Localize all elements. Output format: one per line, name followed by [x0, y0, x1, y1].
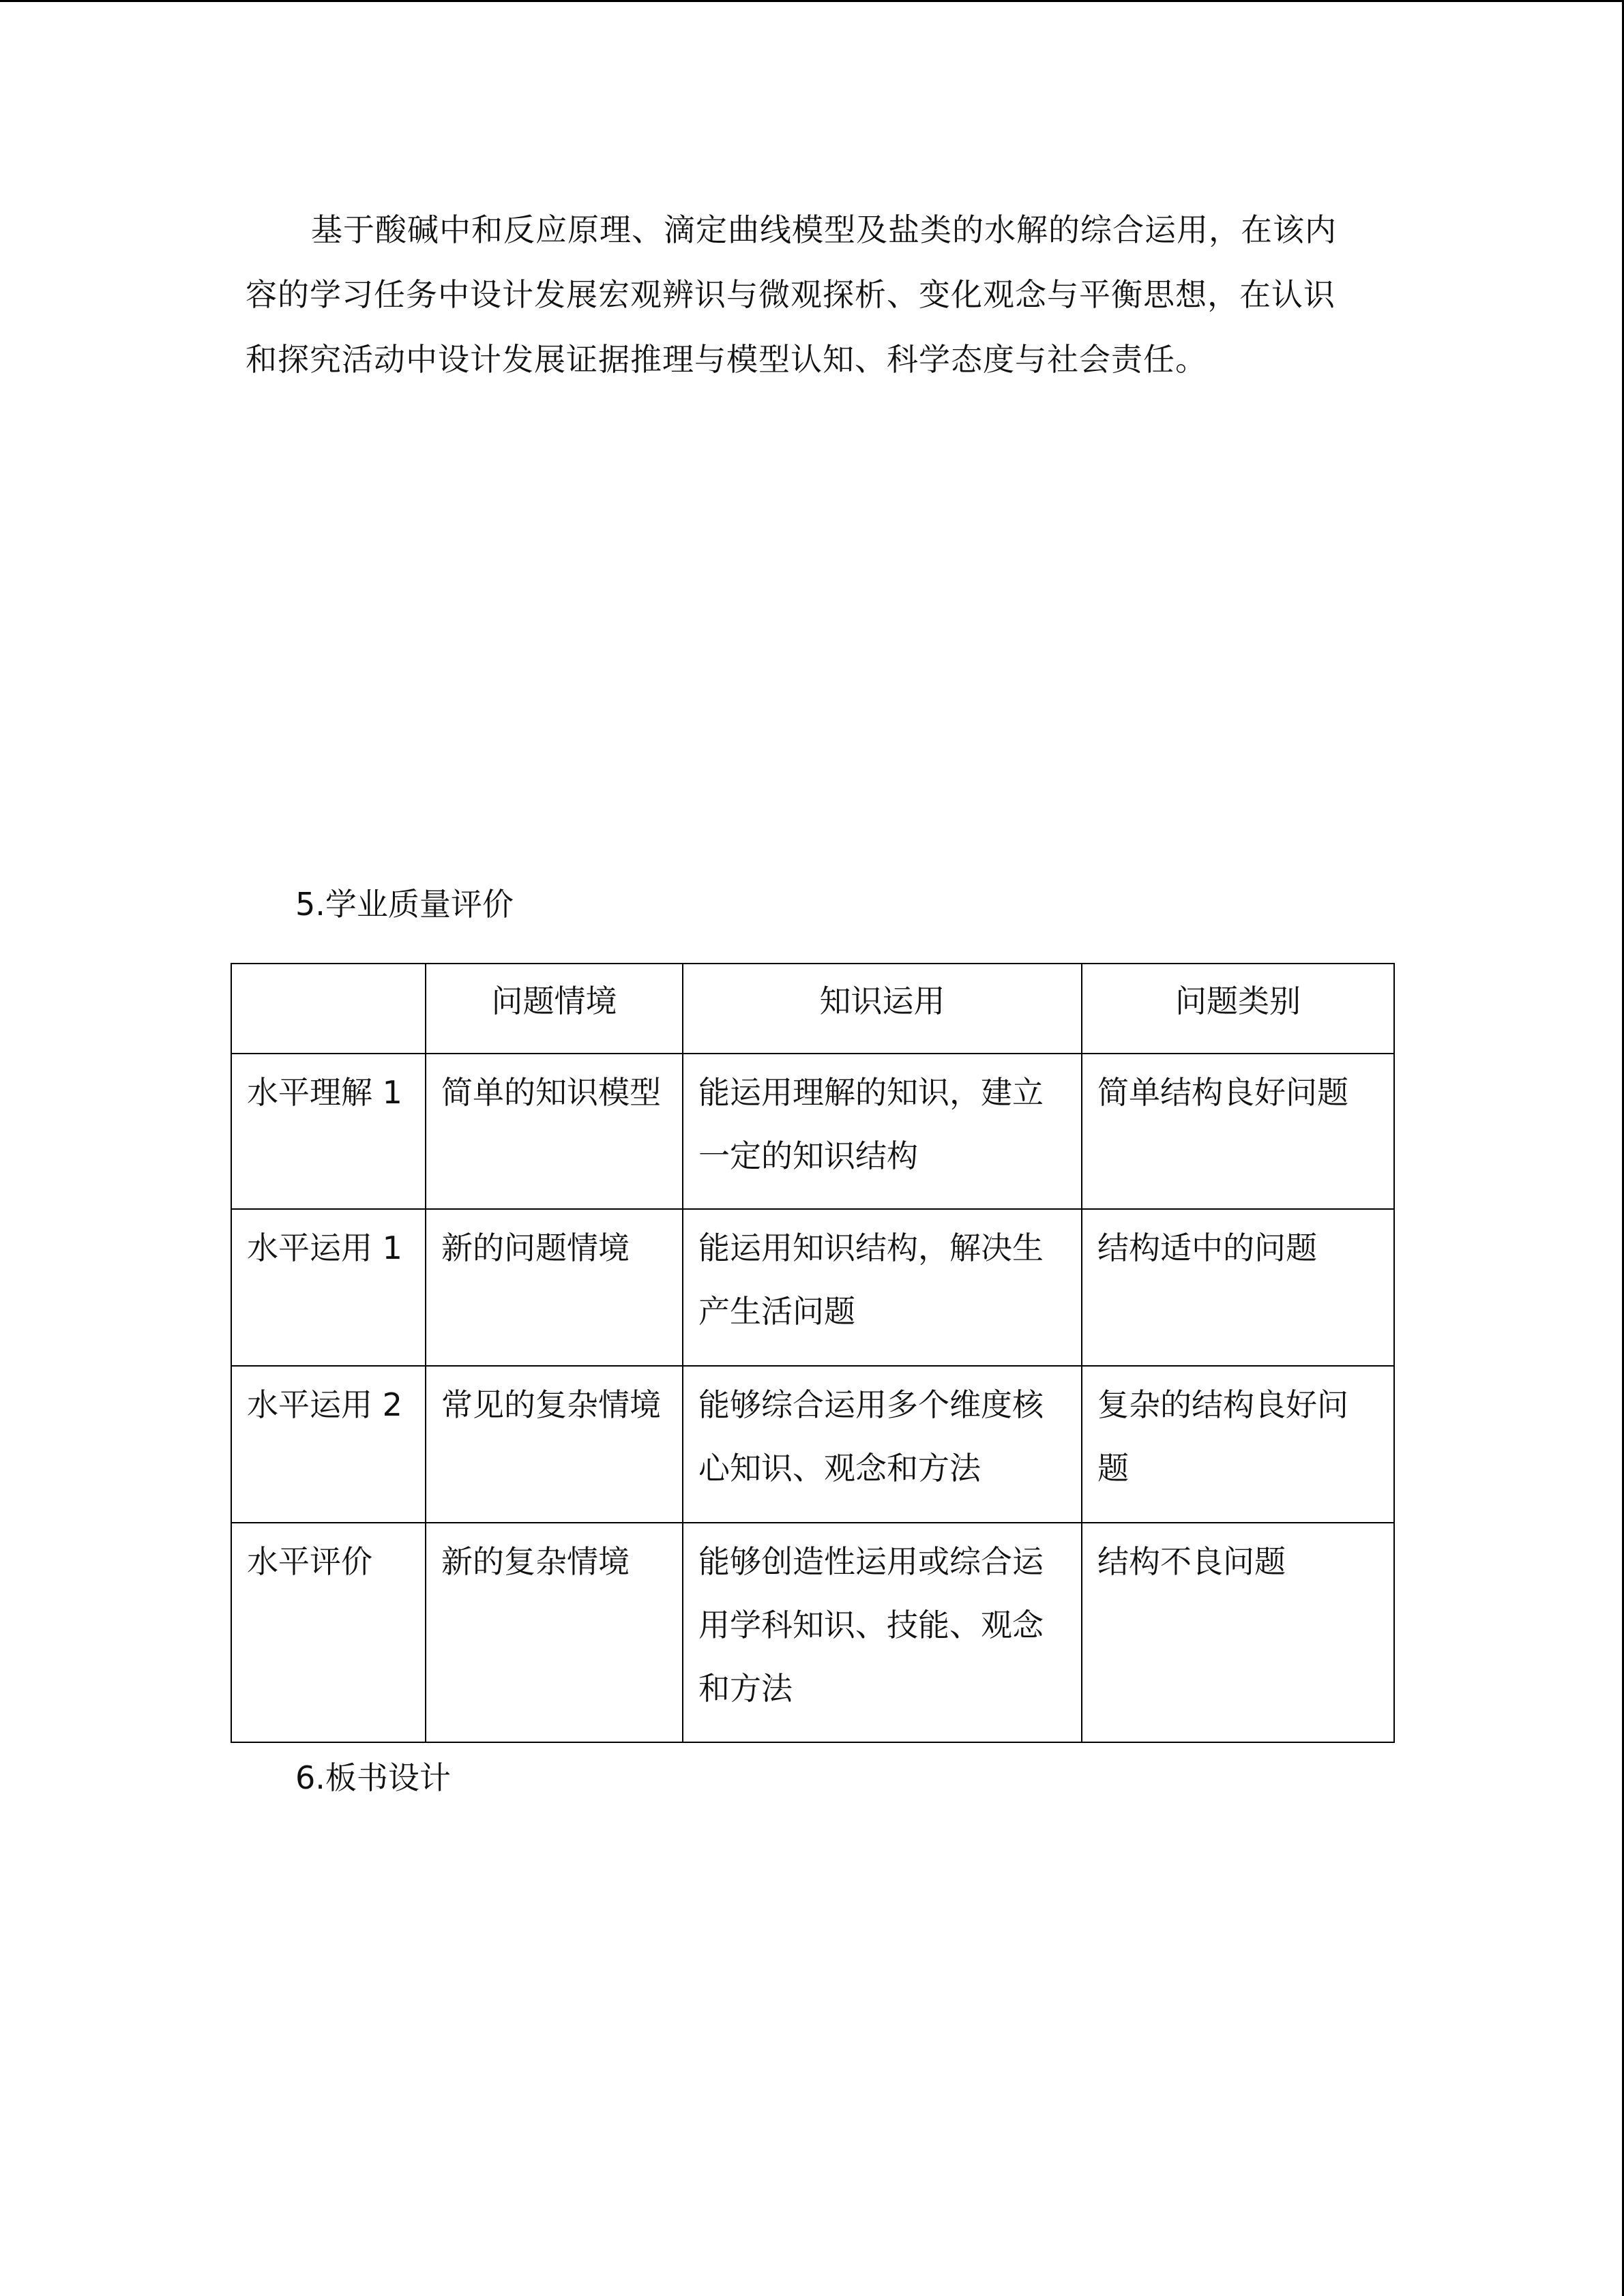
table-header-row — [231, 964, 1394, 1054]
table-cell: 结构不良问题 — [1082, 1523, 1394, 1742]
table-cell: 常见的复杂情境 — [426, 1366, 683, 1523]
table-header-cell: 问题情境 — [426, 964, 683, 1054]
table-cell: 复杂的结构良好问题 — [1082, 1366, 1394, 1523]
table-cell: 水平评价 — [231, 1523, 426, 1742]
table-row — [231, 1209, 1394, 1366]
table-cell: 水平运用 2 — [231, 1366, 426, 1523]
table-cell: 简单结构良好问题 — [1082, 1054, 1394, 1209]
table-cell: 能够综合运用多个维度核心知识、观念和方法 — [683, 1366, 1082, 1523]
table-cell: 简单的知识模型 — [426, 1054, 683, 1209]
table-cell: 水平运用 1 — [231, 1209, 426, 1366]
table-cell: 新的复杂情境 — [426, 1523, 683, 1742]
table-cell: 能运用知识结构，解决生产生活问题 — [683, 1209, 1082, 1366]
intro-line: 和探究活动中设计发展证据推理与模型认知、科学态度与社会责任。 — [246, 341, 1207, 378]
table-header-cell — [231, 964, 426, 1054]
section-heading-blackboard-design: 6.板书设计 — [295, 1759, 451, 1796]
page-top-border — [0, 0, 1624, 2]
intro-line: 容的学习任务中设计发展宏观辨识与微观探析、变化观念与平衡思想，在认识 — [246, 276, 1335, 313]
table-cell: 水平理解 1 — [231, 1054, 426, 1209]
table-row — [231, 1523, 1394, 1742]
table-row — [231, 1366, 1394, 1523]
table-cell: 结构适中的问题 — [1082, 1209, 1394, 1366]
intro-line: 基于酸碱中和反应原理、滴定曲线模型及盐类的水解的综合运用，在该内 — [311, 211, 1337, 248]
table-header-cell: 知识运用 — [683, 964, 1082, 1054]
table-cell: 能够创造性运用或综合运用学科知识、技能、观念和方法 — [683, 1523, 1082, 1742]
table-cell: 能运用理解的知识，建立一定的知识结构 — [683, 1054, 1082, 1209]
intro-paragraph — [246, 198, 1364, 392]
academic-quality-table — [231, 963, 1395, 1743]
table-cell: 新的问题情境 — [426, 1209, 683, 1366]
table-header-cell: 问题类别 — [1082, 964, 1394, 1054]
table-row — [231, 1054, 1394, 1209]
section-heading-academic-quality: 5.学业质量评价 — [295, 886, 514, 923]
